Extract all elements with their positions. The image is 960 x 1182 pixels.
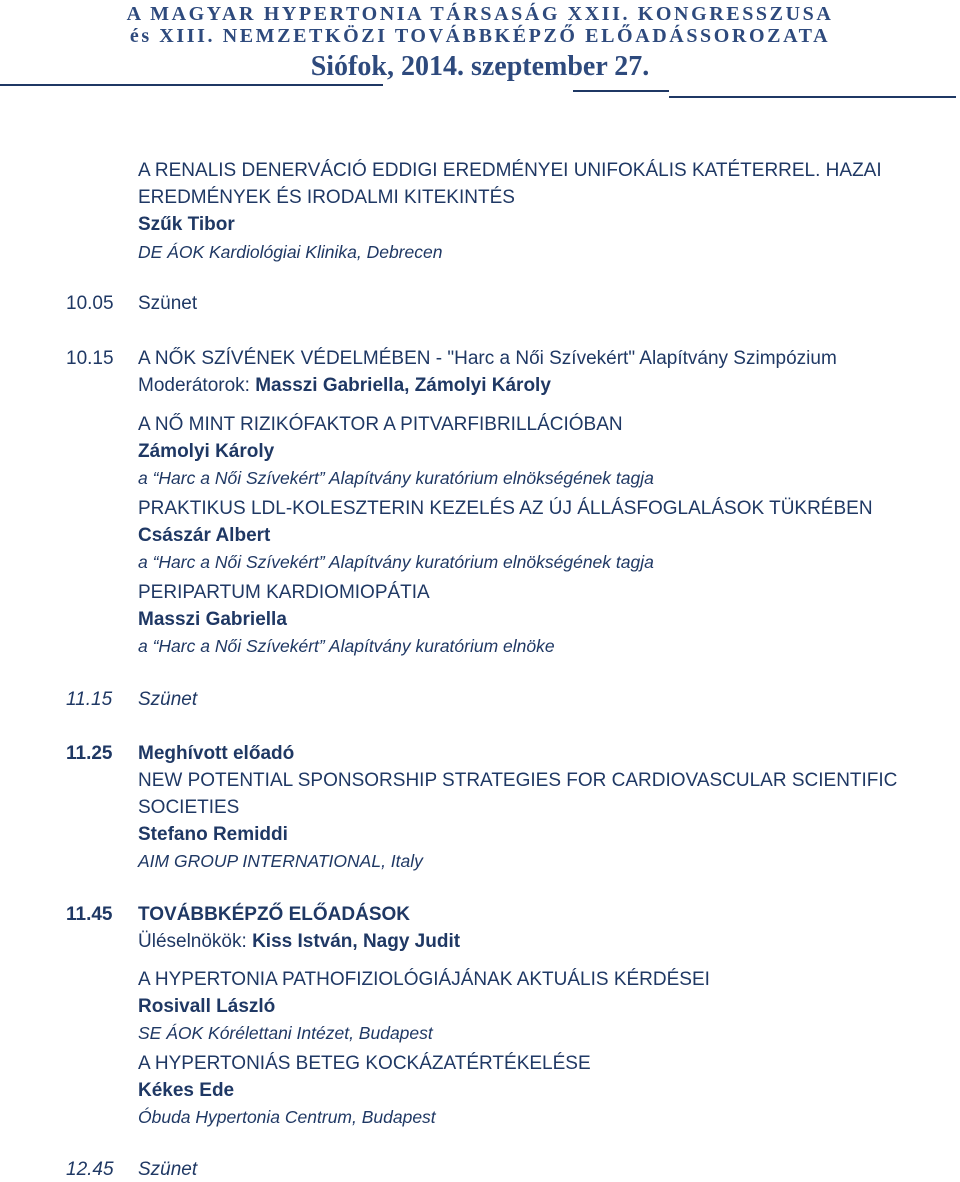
header-line-1: A MAGYAR HYPERTONIA TÁRSASÁG XXII. KONGRESSZUSA xyxy=(126,3,834,25)
header-line-2: és XIII. NEMZETKÖZI TOVÁBBKÉPZŐ ELŐADÁSSOROZATA xyxy=(129,25,831,47)
header-rule-far-right xyxy=(669,96,956,98)
header-rule-right xyxy=(573,90,669,92)
header-date-line: Siófok, 2014. szeptember 27. xyxy=(310,51,650,82)
header-rule-middle xyxy=(289,84,383,85)
